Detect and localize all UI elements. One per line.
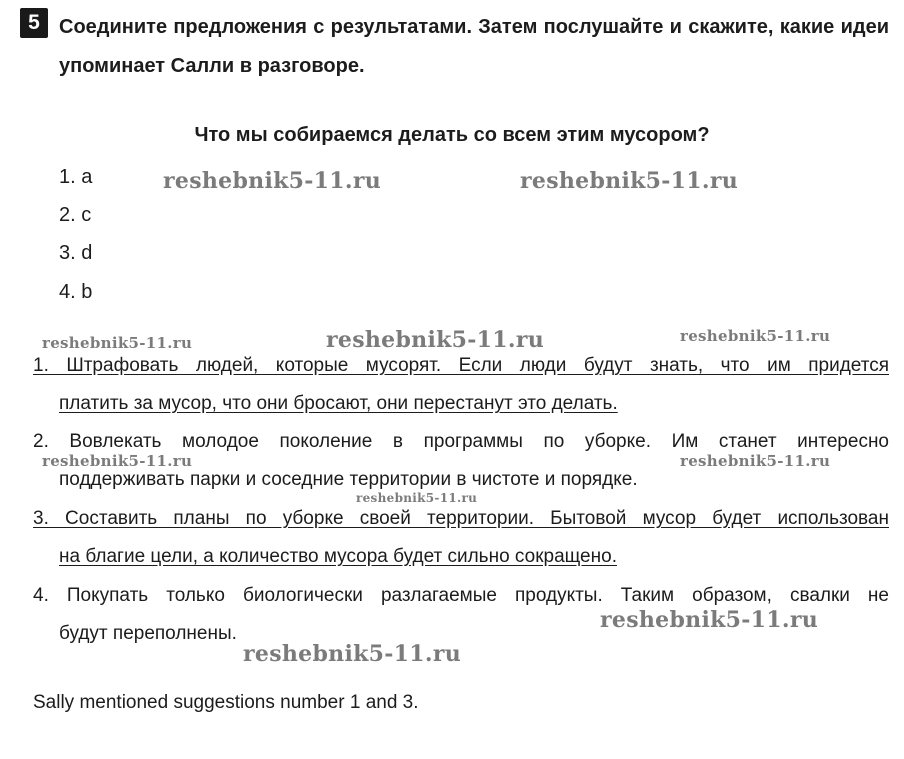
watermark: reshebnik5-11.ru: [42, 334, 193, 352]
watermark: reshebnik5-11.ru: [42, 452, 193, 470]
conclusion-text: Sally mentioned suggestions number 1 and 3.: [33, 692, 419, 713]
answer-item: 1. a: [59, 166, 93, 188]
watermark: reshebnik5-11.ru: [163, 168, 382, 194]
task-instruction: Соедините предложения с результатами. Затем послушайте и скажите, какие идеи упоминает Салли в разговоре.: [59, 16, 889, 77]
suggestion-2-line1: 2. Вовлекать молодое поколение в программы по уборке. Им станет интересно: [33, 431, 889, 452]
suggestion-1-line2: платить за мусор, что они бросают, они перестанут это делать.: [59, 393, 618, 414]
suggestion-3: [33, 500, 889, 576]
suggestion-1: [33, 347, 889, 423]
suggestion-4-line1: 4. Покупать только биологически разлагаемые продукты. Таким образом, свалки не: [33, 585, 889, 606]
watermark: reshebnik5-11.ru: [600, 607, 819, 633]
suggestion-2-line2: поддерживать парки и соседние территории в чистоте и порядке.: [59, 469, 638, 490]
suggestion-3-line1: 3. Составить планы по уборке своей территории. Бытовой мусор будет использован: [33, 508, 889, 529]
task-number-badge: 5: [20, 8, 48, 38]
watermark: reshebnik5-11.ru: [326, 327, 545, 353]
watermark: reshebnik5-11.ru: [243, 641, 462, 667]
suggestion-4-line2: будут переполнены.: [59, 623, 237, 644]
watermark: reshebnik5-11.ru: [680, 327, 831, 345]
watermark: reshebnik5-11.ru: [520, 168, 739, 194]
answer-item: 4. b: [59, 281, 93, 303]
answer-item: 2. c: [59, 204, 92, 226]
suggestion-1-line1: 1. Штрафовать людей, которые мусорят. Если люди будут знать, что им придется: [33, 355, 889, 376]
suggestion-3-line2: на благие цели, а количество мусора будет сильно сокращено.: [59, 546, 617, 567]
answer-item: 3. d: [59, 242, 93, 264]
watermark: reshebnik5-11.ru: [680, 452, 831, 470]
watermark: reshebnik5-11.ru: [356, 491, 478, 505]
section-subtitle: Что мы собираемся делать со всем этим мусором?: [194, 124, 710, 146]
